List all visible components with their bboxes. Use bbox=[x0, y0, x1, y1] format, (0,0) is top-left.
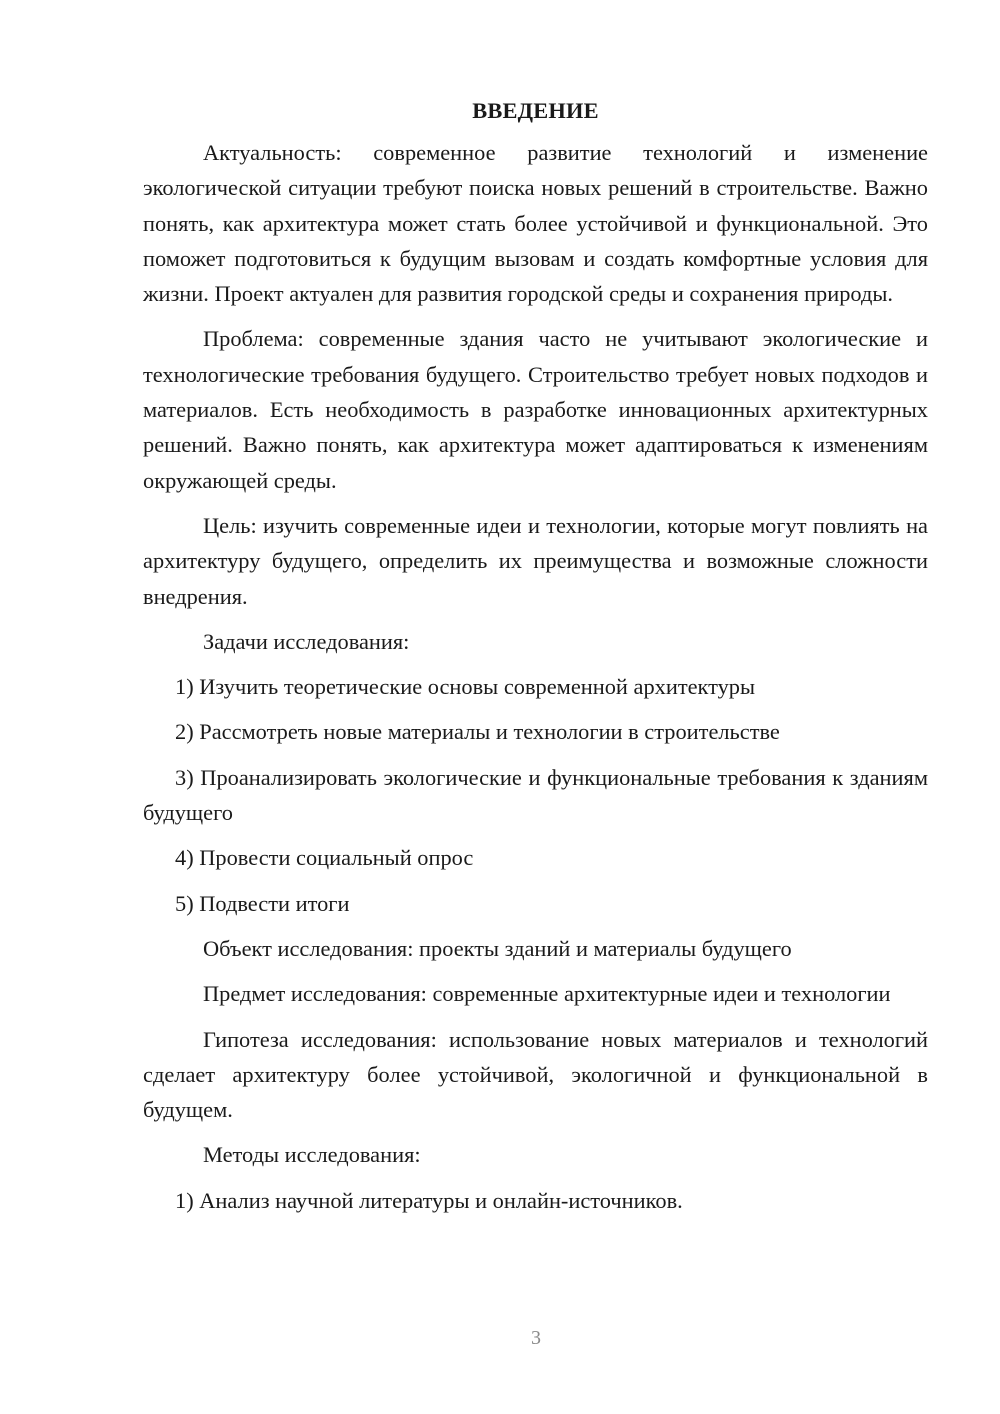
page-title: ВВЕДЕНИЕ bbox=[472, 98, 599, 123]
tasks-heading: Задачи исследования: bbox=[203, 628, 410, 654]
task-item: 2) Рассмотреть новые материалы и технологии в строительстве bbox=[175, 719, 780, 745]
object-paragraph: Объект исследования: проекты зданий и материалы будущего bbox=[203, 935, 792, 961]
page-content bbox=[143, 96, 928, 1228]
methods-heading: Методы исследования: bbox=[203, 1142, 421, 1168]
task-item: 5) Подвести итоги bbox=[175, 890, 350, 916]
relevance-paragraph: Актуальность: современное развитие технологий и изменение экологической ситуации требуют поиска новых решений в строительстве. Важно понять, как архитектура может стать более устойчивой и функциональной. Это поможет подготовиться к будущим вызовам и создать комфортные условия для жизни. Проект актуален для развития городской среды и сохранения природы. bbox=[143, 140, 928, 307]
page-number: 3 bbox=[531, 1327, 541, 1349]
goal-paragraph: Цель: изучить современные идеи и технологии, которые могут повлиять на архитектуру будущего, определить их преимущества и возможные сложности внедрения. bbox=[143, 512, 928, 609]
method-item: 1) Анализ научной литературы и онлайн-источников. bbox=[175, 1187, 683, 1213]
task-item: 3) Проанализировать экологические и функциональные требования к зданиям будущего bbox=[143, 764, 928, 826]
hypothesis-paragraph: Гипотеза исследования: использование новых материалов и технологий сделает архитектуру более устойчивой, экологичной и функциональной в будущем. bbox=[143, 1026, 928, 1123]
task-item: 1) Изучить теоретические основы современной архитектуры bbox=[175, 674, 756, 700]
subject-paragraph: Предмет исследования: современные архитектурные идеи и технологии bbox=[203, 981, 891, 1007]
task-item: 4) Провести социальный опрос bbox=[175, 845, 474, 871]
problem-paragraph: Проблема: современные здания часто не учитывают экологические и технологические требования будущего. Строительство требует новых подходов и материалов. Есть необходимость в разработке инновационных архитектурных решений. Важно понять, как архитектура может адаптироваться к изменениям окружающей среды. bbox=[143, 326, 928, 493]
